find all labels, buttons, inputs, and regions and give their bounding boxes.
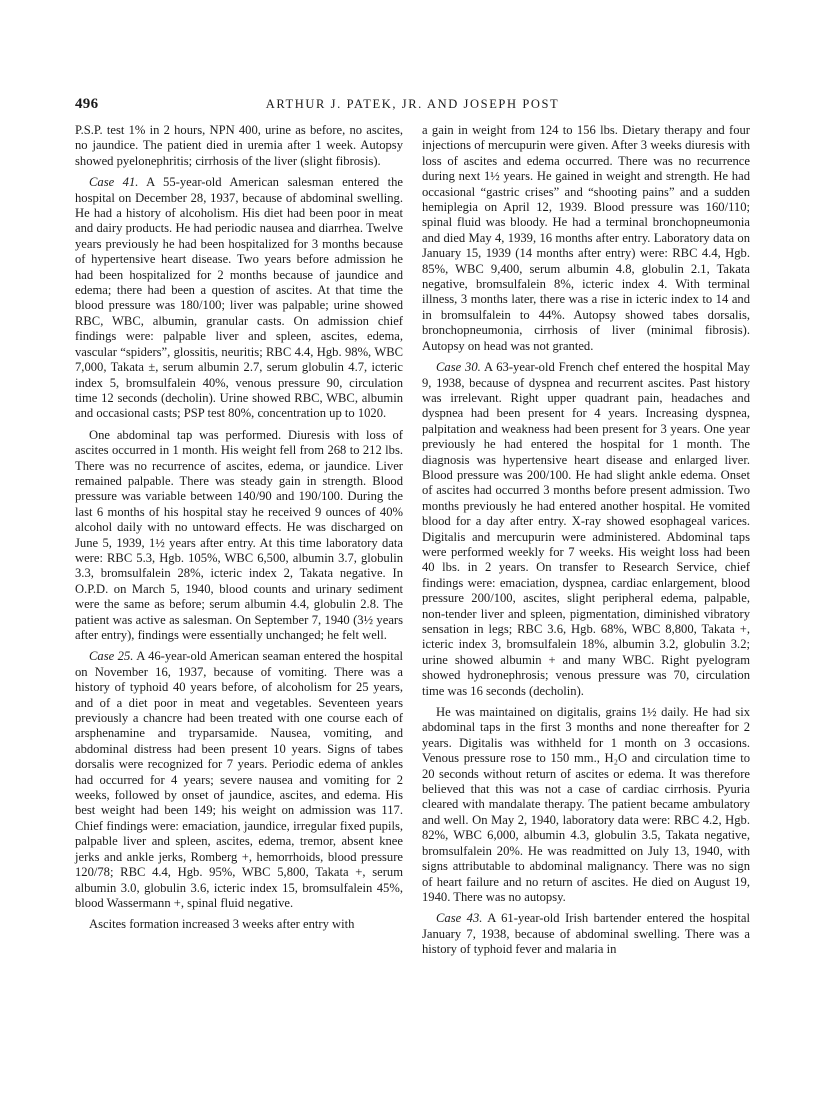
case-label: Case 43. <box>436 911 483 926</box>
case-43-paragraph <box>422 911 750 957</box>
case-label: Case 41. <box>89 175 139 190</box>
paragraph: He was maintained on digitalis, grains 1½ daily. He had six abdominal taps in the first 3 months and none thereafter for 2 years. Digitalis was withheld for 1 month on 3 occasions. Venous pressure rose to 150 mm., H₂O and circulation time to 20 seconds without return of ascites or edema. It was therefore believed that this was not a case of cardiac cirrhosis. Pyuria cleared with mandalate therapy. The patient became ambulatory and well. On May 2, 1940, laboratory data were: RBC 4.2, Hgb. 82%, WBC 6,000, albumin 4.3, globulin 3.5, Takata negative, bromsulfalein 20%. He was readmitted on July 13, 1940, with signs attributable to abdominal malignancy. There was no sign of heart failure and no return of ascites. He died on August 19, 1940. There was no autopsy. <box>422 705 750 904</box>
case-30-paragraph <box>422 360 750 699</box>
case-label: Case 30. <box>436 360 481 375</box>
right-column <box>422 123 750 958</box>
case-text: A 61-year-old Irish bartender entered the hospital January 7, 1938, because of abdominal swelling. There was a history of typhoid fever and malaria in <box>422 911 750 957</box>
case-25-paragraph <box>75 649 403 911</box>
paragraph: P.S.P. test 1% in 2 hours, NPN 400, urine as before, no ascites, no jaundice. The patient died in uremia after 1 week. Autopsy showed pyelonephritis; cirrhosis of the liver (slight fibrosis). <box>75 123 403 168</box>
paragraph: Ascites formation increased 3 weeks after entry with <box>89 917 355 932</box>
page-header <box>75 96 750 114</box>
page-number: 496 <box>75 96 99 112</box>
case-text: A 46-year-old American seaman entered the hospital on November 16, 1937, because of vomiting. There was a history of typhoid 40 years before, of alcoholism for 25 years, and of a diet poor in meat and vegetables. Seventeen years previously a chancre had been treated with one course each of arsphenamine and tryparsamide. Nausea, vomiting, and abdominal distress had been present 10 years. Signs of tabes dorsalis were recognized for 7 years. Periodic edema of ankles had occurred for 4 years; severe nausea and vomiting for 2 weeks, followed by onset of jaundice, ascites, and edema. His best weight had been 149; his weight on admission was 117. Chief findings were: emaciation, jaundice, irregular fixed pupils, palpable liver and spleen, ascites, edema, tremor, absent knee jerks and ankle jerks, Romberg +, hemorrhoids, blood pressure 120/78; RBC 4.4, Hgb. 95%, WBC 5,800, Takata +, serum albumin 3.0, globulin 3.6, icteric index 15, bromsulfalein 45%, blood Wassermann +, spinal fluid negative. <box>75 649 404 910</box>
case-text: A 63-year-old French chef entered the hospital May 9, 1938, because of dyspnea and recurrent ascites. Past history was irrelevant. Right upper quadrant pain, headaches and dyspnea had been present for 4 years. Increasing dyspnea, palpitation and weakness had been present for 3 years. One year previously he had entered the hospital for 1 month. The diagnosis was hypertensive heart disease and enlarged liver. Blood pressure was 200/100. He had slight ankle edema. Onset of ascites had occurred 3 months before present admission. Two months previously he had entered another hospital. He vomited blood for a day after entry. X-ray showed esophageal varices. Digitalis and mercupurin were administered. Abdominal taps were performed weekly for 7 weeks. His weight loss had been 40 lbs. in 2 years. On transfer to Research Service, chief findings were: emaciation, dyspnea, cardiac enlargement, blood pressure 200/100, ascites, slight peripheral edema, palpable, non-tender liver and spleen, pigmentation, diminished vibratory sensation in legs; RBC 3.6, Hgb. 68%, WBC 8,800, Takata +, icteric index 3, bromsulfalein 18%, albumin 3.2, globulin 3.2; urine showed albumin + and many WBC. Right pyelogram showed hydronephrosis; venous pressure was 70, circulation time was 16 seconds (decholin). <box>422 360 751 698</box>
paragraph: One abdominal tap was performed. Diuresis with loss of ascites occurred in 1 month. His weight fell from 268 to 212 lbs. There was no recurrence of ascites, edema, or jaundice. Liver remained palpable. There was steady gain in strength. Blood pressure was variable between 140/90 and 190/100. During the last 6 months of his hospital stay he received 9 ounces of 40% alcohol daily with no untoward effects. He was discharged on June 5, 1939, 1½ years after entry. At this time laboratory data were: RBC 5.3, Hgb. 105%, WBC 6,500, albumin 3.7, globulin 3.3, bromsulfalein 28%, icteric index 2, Takata negative. In O.P.D. on March 5, 1940, blood counts and urinary sediment were the same as before; serum albumin 4.4, globulin 2.8. The patient was active as salesman. On September 7, 1940 (3½ years after entry), findings were essentially unchanged; he felt well. <box>75 427 403 642</box>
paragraph: a gain in weight from 124 to 156 lbs. Dietary therapy and four injections of mercupurin were given. After 3 weeks diuresis with loss of ascites and edema occurred. There was no recurrence during next 1½ years. He gained in weight and strength. He had occasional “gastric crises” and “shooting pains” and a sudden hemiplegia on April 12, 1939. Blood pressure was 160/110; spinal fluid was bloody. He had a terminal bronchopneumonia and died May 4, 1939, 16 months after entry. Laboratory data on January 15, 1939 (14 months after entry) were: RBC 4.4, Hgb. 85%, WBC 9,400, serum albumin 4.8, globulin 2.1, Takata negative, bromsulfalein 8%, icteric index 4. With terminal illness, 3 months later, there was a rise in icteric index to 14 and in bromsulfalein to 44%. Autopsy showed tabes dorsalis, bronchopneumonia, cirrhosis of liver (minimal fibrosis). Autopsy on head was not granted. <box>422 123 750 353</box>
running-head: ARTHUR J. PATEK, JR. AND JOSEPH POST <box>265 97 560 111</box>
left-column <box>75 123 403 933</box>
case-label: Case 25. <box>89 649 134 664</box>
case-text: A 55-year-old American salesman entered the hospital on December 28, 1937, because of abdominal swelling. He had a history of alcoholism. His diet had been poor in meat and dairy products. He had periodic nausea and diarrhea. Twelve years previously he had been hospitalized for 3 months because of hypertensive heart disease. Two years before admission he had been hospitalized for 2 months because of jaundice and edema; there had been a question of ascites. At that time the blood pressure was 180/100; liver was palpable; urine showed RBC, WBC, albumin, granular casts. On admission chief findings were: palpable liver and spleen, ascites, edema, vascular “spiders”, glossitis, neuritis; RBC 4.4, Hgb. 98%, WBC 7,000, Takata ±, serum albumin 2.7, serum globulin 4.7, icteric index 5, bromsulfalein 40%, venous pressure 90, circulation time 12 seconds (decholin). Urine showed RBC, WBC, albumin and occasional casts; PSP test 80%, concentration up to 1020. <box>75 175 403 421</box>
case-41-paragraph <box>75 175 403 422</box>
